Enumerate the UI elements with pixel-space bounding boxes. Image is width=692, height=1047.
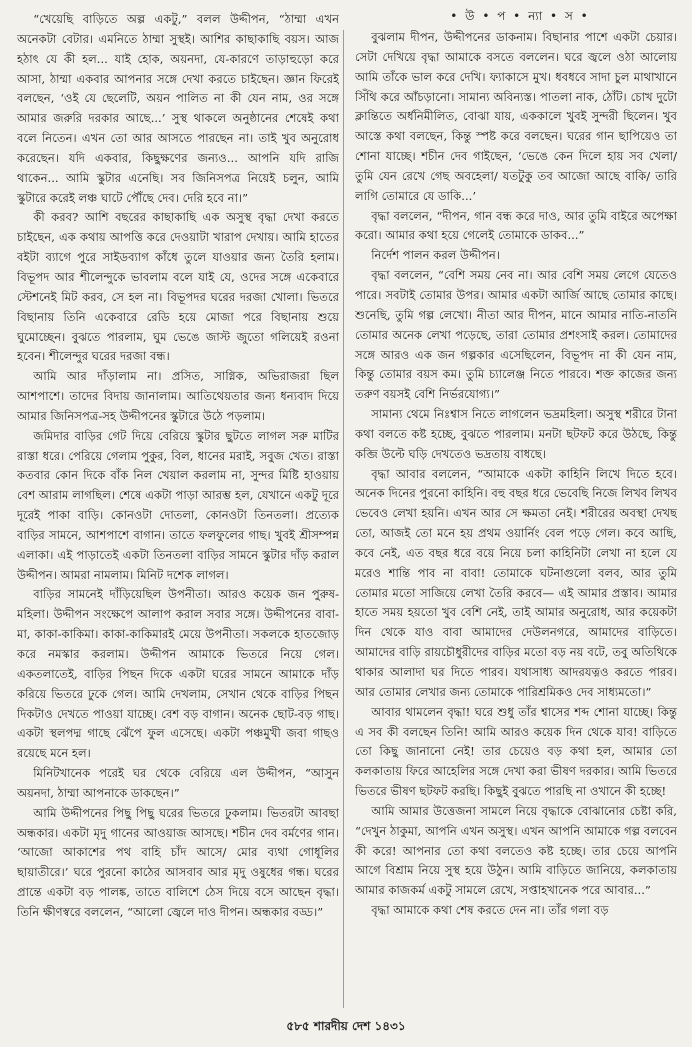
- paragraph: আমি আমার উত্তেজনা সামলে নিয়ে বৃদ্ধাকে বোঝানোর চেষ্টা করি, “দেখুন ঠাকুমা, আপনি এখন অসুস্থ। এখন আপনি আমাকে গল্প বলবেন কী করে! আপনার তো কথা বলতেও কষ্ট হচ্ছে। তার চেয়ে আপনি আগে বিশ্রাম নিয়ে সুস্থ হয়ে উঠুন। আমি বাড়িতে জানিয়ে, কলকাতায় আমার কাজকর্ম একটু সামলে রেখে, সপ্তাহখানেক পরে আবার...”: [355, 803, 677, 898]
- paragraph: সামান্য থেমে নিঃশ্বাস নিতে লাগলেন ভদ্রমহিলা। অসুস্থ শরীরে টানা কথা বলতে কষ্ট হচ্ছে, বুঝতে পারলাম। মনটা ছটফট করে উঠছে, কিন্তু কব্জি উল্টে ঘড়ি দেখতেও ভদ্রতায় বাধছে।: [355, 407, 677, 461]
- left-column: [17, 10, 339, 1010]
- paragraph: জমিদার বাড়ির গেট দিয়ে বেরিয়ে স্কুটার ছুটতে লাগল সরু মাটির রাস্তা ধরে। পেরিয়ে গেলাম পুকুর, বিল, ধানের মরাই, সবুজ খেত। রাস্তা কতবার কোন দিকে বাঁক নিল খেয়াল করলাম না, সুন্দর মিষ্টি হাওয়ায় বেশ আরাম লাগছিল। শেষে একটা পাড়া আরম্ভ হল, যেখানে একটু দূরে দূরেই পাকা বাড়ি। কোনওটা দোতলা, কোনওটা তিনতলা। প্রত্যেক বাড়ির সামনে, আশপাশে বাগান। তাতে ফলফুলের গাছ। খুবই শ্রীসম্পন্ন এলাকা। এই পাড়াতেই একটা তিনতলা বাড়ির সামনে স্কুটার দাঁড় করাল উদ্দীপন। আমরা নামলাম। মিনিট দশেক লাগল।: [17, 428, 339, 582]
- paragraph: মিনিটখানেক পরেই ঘর থেকে বেরিয়ে এল উদ্দীপন, “আসুন অয়নদা, ঠাম্মা আপনাকে ডাকছেন।”: [17, 766, 339, 800]
- page-footer: ৫৮৫ শারদীয় দেশ ১৪৩১: [286, 1019, 406, 1033]
- column-divider: [343, 30, 344, 1008]
- paragraph: বৃদ্ধা আমাকে কথা শেষ করতে দেন না। তাঁর গলা বড়: [371, 903, 609, 918]
- paragraph: বৃদ্ধা আবার বললেন, “আমাকে একটা কাহিনি লিখে দিতে হবে। অনেক দিনের পুরনো কাহিনি। বহু বছর ধরে ভেবেছি নিজে লিখব লিখব ভেবেও লেখা হয়নি। এখন আর সে ক্ষমতা নেই। শরীরের অবস্থা দেখছ তো, আজই তো মনে হয় প্রথম ওয়ার্নিং বেল পড়ে গেল। কবে আছি, কবে নেই, এত বছর ধরে বয়ে নিয়ে চলা কাহিনিটা লেখা না হলে যে মরেও শান্তি পাব না বাবা! তোমাকে ঘটনাগুলো বলব, আর তুমি তোমার মতো সাজিয়ে লেখা তৈরি করবে— এই আমার প্রস্তাব। আমার হাতে সময় হয়তো খুব বেশি নেই, তাই আমার অনুরোধ, আর কয়েকটা দিন থেকে যাও বাবা আমাদের দেউলনগরে, আমাদের বাড়িতে। আমাদের বাড়ি রায়চৌধুরীদের বাড়ির মতো বড় নয় বটে, তবু অতিথিকে থাকার আলাদা ঘর দিতে পারব। যথাসাধ্য আদরযত্নও করতে পারব। আর তোমার লেখার জন্য তোমাকে পারিশ্রমিকও দেব সাধ্যমতো।”: [355, 466, 677, 699]
- paragraph: বাড়ির সামনেই দাঁড়িয়েছিল উপনীতা। আরও কয়েক জন পুরুষ-মহিলা। উদ্দীপন সংক্ষেপে আলাপ করাল সবার সঙ্গে। উদ্দীপনের বাবা-মা, কাকা-কাকিমা। কাকা-কাকিমারই মেয়ে উপনীতা। সকলকে হাতজোড় করে নমস্কার করলাম। উদ্দীপন আমাকে ভিতরে নিয়ে গেল। একতলাতেই, বাড়ির পিছন দিকে একটা ঘরের সামনে আমাকে দাঁড় করিয়ে ভিতরে ঢুকে গেল। আমি দেখলাম, সেখান থেকে বাড়ির পিছন দিকটাও দেখতে পাওয়া যাচ্ছে। বেশ বড় বাগান। অনেক ছোট-বড় গাছ। একটা স্থলপদ্ম গাছে ঝেঁপে ফুল এসেছে। একটা পঞ্চমুখী জবা গাছও রয়েছে মনে হল।: [17, 587, 339, 761]
- paragraph: বুঝলাম দীপন, উদ্দীপনের ডাকনাম। বিছানার পাশে একটা চেয়ার। সেটা দেখিয়ে বৃদ্ধা আমাকে বসতে বললেন। ঘরে জ্বলে ওঠা আলোয় আমি তাঁকে ভাল করে দেখি। ফ্যাকাসে মুখ। ধবধবে সাদা চুল মাথাখানে সিঁথি করে আঁচড়ানো। সামান্য অবিন্যস্ত। পাতলা নাক, ঠোঁট। চোখ দুটো ক্লান্তিতে অর্ধনিমীলিত, বোঝা যায়, এককালে খুবই সুন্দরী ছিলেন। খুব আস্তে কথা বলছেন, কিন্তু স্পষ্ট করে বলছেন। ঘরের গান ছাপিয়েও তা শোনা যাচ্ছে। শচীন দেব গাইছেন, ‘ভেঙে কেন দিলে হায় সব খেলা/ তুমি যেন রেখে গেছ অবহেলা/ যতটুকু তব আজো আছে বাকি/ তারি লাগি তোমারে যে ডাকি...’: [355, 30, 677, 203]
- paragraph: আমি উদ্দীপনের পিছু পিছু ঘরের ভিতরে ঢুকলাম। ভিতরটা আবছা অন্ধকার। একটা মৃদু গানের আওয়াজ আসছে। শচীন দেব বর্মণের গান। ‘আজো আকাশের পথ বাহি চাঁদ আসে/ মোর ব্যথা গোধূলির ছায়াতীরে।’ ঘরে পুরনো কাঠের আসবাব আর মৃদু ওষুধের গন্ধ। ঘরের প্রান্তে একটা বড় পালঙ্ক, তাতে বালিশে ঠেস দিয়ে বসে আছেন বৃদ্ধা। তিনি ক্ষীণস্বরে বললেন, “আলো জ্বেলে দাও দীপন। অন্ধকার বড্ড।”: [17, 805, 339, 919]
- section-header: • উ • প • ন্যা • স •: [450, 9, 590, 23]
- paragraph: বৃদ্ধা বললেন, “দীপন, গান বন্ধ করে দাও, আর তুমি বাইরে অপেক্ষা করো। আমার কথা হয়ে গেলেই তোমাকে ডাকব...”: [355, 208, 677, 243]
- paragraph: কী করব? আশি বছরের কাছাকাছি এক অসুস্থ বৃদ্ধা দেখা করতে চাইছেন, এক কথায় আপত্তি করে দেওয়াটা খারাপ দেখায়। আমি হাতের বইটা ব্যাগে পুরে সাইডব্যাগ কাঁধে তুলে যাওয়ার জন্য তৈরি হলাম। বিভূপদ আর শীলেন্দুকে ভাবলাম বলে যাই যে, ওদের সঙ্গে একেবারে স্টেশনেই মিট করব, সে হল না। বিভূপদর ঘরের দরজা খোলা। ভিতরে বিছানায় তিনি একেবারে রেডি হয়ে মোজা পরে বিছানায় শুয়ে ঘুমোচ্ছেন। বুঝতে পারলাম, ঘুম ভেঙে জাস্ট জুতো গলিয়েই রওনা হবেন। শীলেন্দুর ঘরের দরজা বন্ধ।: [17, 210, 339, 364]
- paragraph: নির্দেশ পালন করল উদ্দীপন।: [371, 248, 500, 263]
- paragraph: আমি আর দাঁড়ালাম না। প্রসিত, সাগ্নিক, অভিরাজরা ছিল আশপাশে। তাদের বিদায় জানালাম। আতিথেয়তার জন্য ধন্যবাদ দিয়ে আমার জিনিসপত্র-সহ উদ্দীপনের স্কুটারে উঠে পড়লাম।: [17, 369, 339, 423]
- paragraph: “খেয়েছি বাড়িতে অল্প একটু,” বলল উদ্দীপন, “ঠাম্মা এখন অনেকটা বেটার। এমনিতে ঠাম্মা সুস্থই। আশির কাছাকাছি বয়স। আজ হঠাৎ যে কী হল... যাই হোক, অয়নদা, যে-কারণে তাড়াহুড়ো করে আসা, ঠাম্মা একবার আপনার সঙ্গে দেখা করতে চাইছেন। জ্ঞান ফিরেই বলছেন, ‘ওই যে ছেলেটি, অয়ন পালিত না কী যেন নাম, ওর সঙ্গে আমার জরুরি দরকার আছে...’ সুস্থ থাকলে অনুষ্ঠানের শেষেই কথা বলে নিতেন। এখন তো আর আসতে পারছেন না। তাই খুব অনুরোধ করেছেন। যদি একবার, কিছুক্ষণের জন্যও... আপনি যদি রাজি থাকেন... আমি স্কুটার এনেছি। সব জিনিসপত্র নিয়েই চলুন, আমি স্কুটারে করেই লঞ্চ ঘাটে পৌঁছে দেব। দেরি হবে না।”: [17, 12, 339, 205]
- paragraph: বৃদ্ধা বললেন, “বেশি সময় নেব না। আর বেশি সময় লেগে যেতেও পারে। সবটাই তোমার উপর। আমার একটা আর্জি আছে তোমার কাছে। শুনেছি, তুমি গল্প লেখো। নীতা আর দীপন, মানে আমার নাতি-নাতনি তোমার অনেক লেখা পড়েছে, তারা তোমার প্রশংসাই করল। তোমাদের সঙ্গে আরও এক জন গল্পকার এসেছিলেন, বিভূপদ না কী যেন নাম, কিন্তু তোমার বয়স কম। তুমি চ্যালেঞ্জ নিতে পারবে। শক্ত কাজের জন্য তরুণ বয়সই বেশি নির্ভরযোগ্য।”: [355, 268, 677, 402]
- right-column: [355, 28, 677, 1010]
- paragraph: আবার থামলেন বৃদ্ধা! ঘরে শুধু তাঁর শ্বাসের শব্দ শোনা যাচ্ছে। কিন্তু এ সব কী বলছেন তিনি! আমি আরও কয়েক দিন থেকে যাব! বাড়িতে তো কিছু জানানো নেই! তার চেয়েও বড় কথা হল, আমার তো কলকাতায় ফিরে আহেলির সঙ্গে দেখা করা ভীষণ দরকার। আমি ভিতরে ভিতরে ভীষণ ছটফট করছি। কিছুই বুঝতে পারছি না ওখানে কী হচ্ছে!: [355, 704, 677, 799]
